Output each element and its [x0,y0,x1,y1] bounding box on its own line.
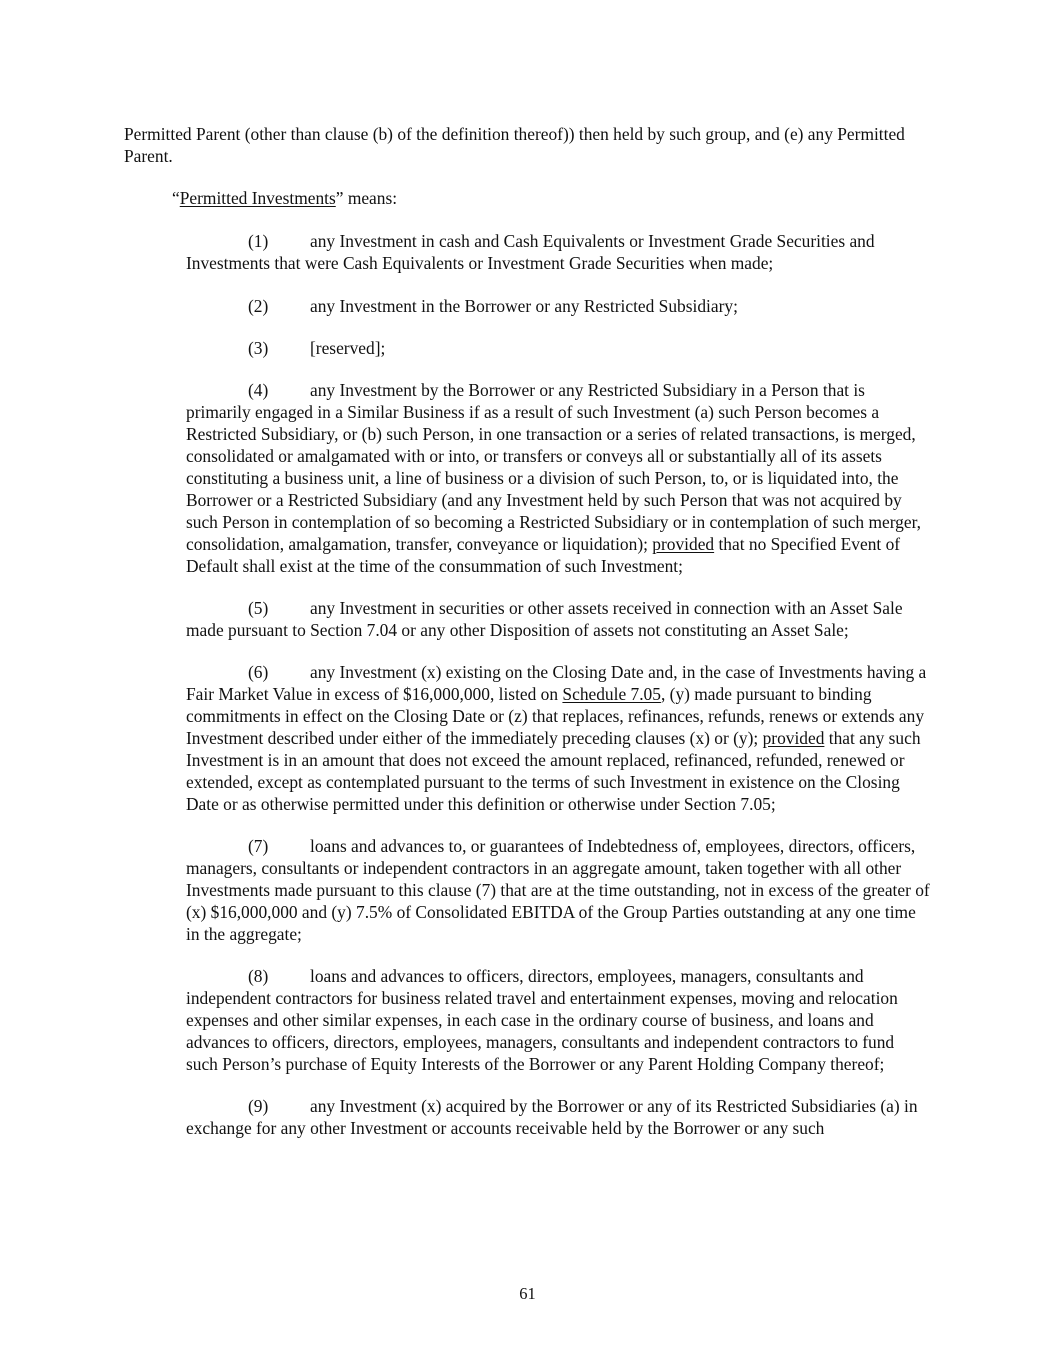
clause-8 [186,966,930,1076]
clause-number: (1) [248,231,269,252]
open-quote: “ [172,188,180,209]
clause-number: (2) [248,295,269,316]
clause-number: (8) [248,966,269,987]
definition-means: ” means: [335,188,398,209]
clause-number: (4) [248,380,269,401]
clause-text: any Investment in cash and Cash Equivalents or Investment Grade Securities and Investments that were Cash Equivalents or Investment Grade Securities when made; [186,231,875,274]
schedule-reference: Schedule 7.05 [562,684,661,705]
clause-1 [186,231,930,275]
clause-text: any Investment by the Borrower or any Restricted Subsidiary in a Person that is primarily engaged in a Similar Business if as a result of such Investment (a) such Person becomes a Restricted Subsidiary, or (b) such Person, in one transaction or a series of related transactions, is merged, consolidated or amalgamated with or into, or transfers or conveys all or substantially all of its assets constituting a business unit, a line of business or a division of such Person, to, or is liquidated into, the Borrower or a Restricted Subsidiary (and any Investment held by such Person that was not acquired by such Person in contemplation of so becoming a Restricted Subsidiary or in contemplation of such merger, consolidation, amalgamation, transfer, conveyance or liquidation); [186,380,922,554]
clause-text: loans and advances to, or guarantees of Indebtedness of, employees, directors, officers, managers, consultants or independent contractors in an aggregate amount, taken together with all other Investments made pursuant to this clause (7) that are at the time outstanding, not in excess of the greater of (x) $16,000,000 and (y) 7.5% of Consolidated EBITDA of the Group Parties outstanding at any one time in the aggregate; [186,836,930,944]
clause-7 [186,836,930,946]
clause-number: (7) [248,836,269,857]
clause-text: any Investment in the Borrower or any Restricted Subsidiary; [310,295,738,316]
clause-text: [reserved]; [310,337,386,358]
continuation-paragraph: Permitted Parent (other than clause (b) of the definition thereof)) then held by such group, and (e) any Permitted Parent. [124,124,905,166]
clause-text-middle: , (y) made pursuant to binding commitments in effect on the Closing Date or (z) that replaces, refinances, refunds, renews or extends any Investment described under either of the immediately preceding clauses (x) or (y); [186,684,925,749]
provided-underlined: provided [652,533,715,554]
clause-6 [186,662,930,815]
page-number: 61 [519,1284,536,1303]
clause-number: (9) [248,1096,269,1117]
clause-number: (3) [248,337,269,358]
clause-text: any Investment (x) existing on the Closing Date and, in the case of Investments having a Fair Market Value in excess of $16,000,000, listed on [186,662,927,705]
clause-9 [186,1096,930,1140]
document-body [124,124,930,1161]
provided-underlined: provided [762,728,825,749]
defined-term: Permitted Investments [179,188,336,209]
clause-text-end: that any such Investment is in an amount that does not exceed the amount replaced, refinanced, refunded, renewed or extended, except as contemplated pursuant to the terms of such Investment in existence on the Closing Date or as otherwise permitted under this definition or otherwise under Section 7.05; [186,728,921,814]
clause-number: (6) [248,662,269,683]
clause-number: (5) [248,598,269,618]
clause-5 [186,598,930,642]
clause-3 [186,338,930,360]
clause-text: loans and advances to officers, directors, employees, managers, consultants and independent contractors for business related travel and entertainment expenses, moving and relocation expenses and other similar expenses, in each case in the ordinary course of business, and loans and advances to officers, directors, employees, managers, consultants and independent contractors to fund such Person’s purchase of Equity Interests of the Borrower or any Parent Holding Company thereof; [186,966,898,1074]
clause-text: any Investment in securities or other assets received in connection with an Asset Sale made pursuant to Section 7.04 or any other Disposition of assets not constituting an Asset Sale; [186,598,903,640]
definition-heading [124,188,930,210]
clause-2 [186,296,930,318]
clause-text-end: that no Specified Event of Default shall exist at the time of the consummation of such Investment; [186,533,901,576]
clause-text: any Investment (x) acquired by the Borrower or any of its Restricted Subsidiaries (a) in exchange for any other Investment or accounts receivable held by the Borrower or any such [186,1096,918,1139]
clause-4 [186,380,930,577]
